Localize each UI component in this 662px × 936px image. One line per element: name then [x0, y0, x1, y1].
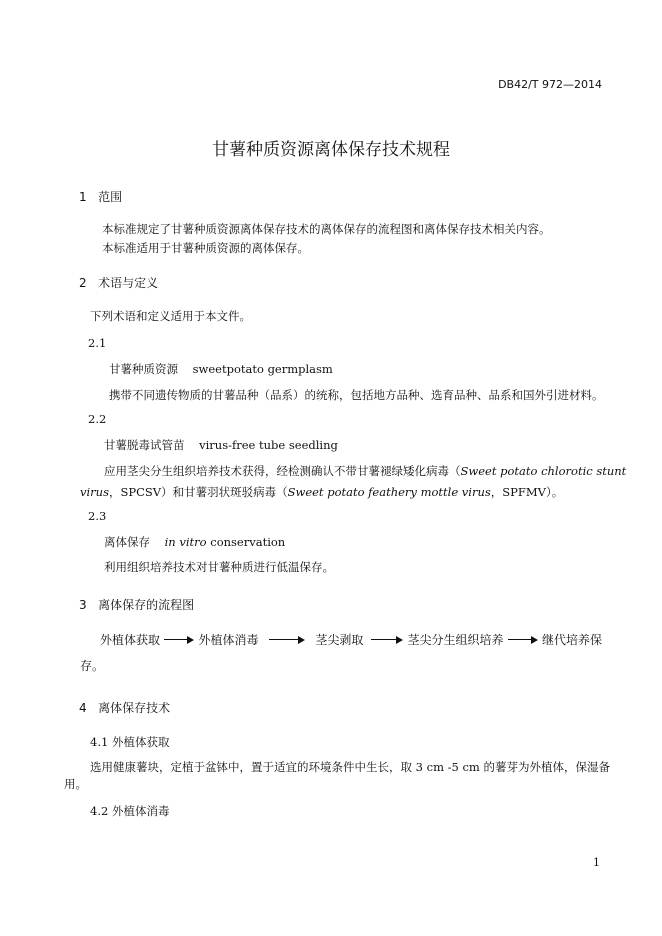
- flowchart-tail: 存。: [80, 659, 105, 673]
- section-title: 术语与定义: [98, 276, 159, 290]
- flow-step: 继代培养保: [541, 633, 602, 647]
- term-cn: 离体保存: [104, 535, 150, 549]
- term-definition: [104, 463, 627, 479]
- document-code: DB42/T 972—2014: [498, 78, 602, 91]
- term-number: 2.2: [88, 412, 107, 426]
- arrow-right-icon: [164, 635, 194, 645]
- term-en: virus-free tube seedling: [199, 438, 338, 452]
- subsection-heading: 4.1 外植体获取: [90, 735, 170, 749]
- section-4-heading: [79, 699, 170, 716]
- term-definition: 利用组织培养技术对甘薯种质进行低温保存。: [104, 560, 334, 574]
- subsection-heading: 4.2 外植体消毒: [90, 804, 170, 818]
- term-title: [109, 361, 333, 377]
- definition-text: ，SPCSV）和甘薯羽状斑驳病毒（: [108, 485, 288, 499]
- term-number: 2.3: [88, 509, 107, 523]
- page-title: 甘薯种质资源离体保存技术规程: [212, 140, 450, 160]
- section-title: 离体保存的流程图: [98, 598, 195, 612]
- section-3-heading: [79, 596, 194, 613]
- term-title: [104, 534, 285, 550]
- term-definition: 携带不同遗传物质的甘薯品种（品系）的统称，包括地方品种、选育品种、品系和国外引进材料。: [109, 388, 604, 402]
- section-number: 3: [79, 598, 87, 612]
- process-flowchart: [100, 631, 602, 648]
- section-1-paragraph: 本标准规定了甘薯种质资源离体保存技术的离体保存的流程图和离体保存技术相关内容。: [102, 222, 551, 236]
- section-1-paragraph: 本标准适用于甘薯种质资源的离体保存。: [102, 241, 309, 255]
- section-title: 范围: [98, 190, 123, 204]
- term-cn: 甘薯种质资源: [109, 362, 178, 376]
- virus-name-latin: virus: [80, 485, 109, 499]
- virus-name-latin: Sweet potato chlorotic stunt: [460, 464, 627, 478]
- term-cn: 甘薯脱毒试管苗: [104, 438, 185, 452]
- section-number: 2: [79, 276, 87, 290]
- virus-name-latin: Sweet potato feathery mottle virus: [287, 485, 491, 499]
- page-number: 1: [593, 856, 600, 869]
- subsection-paragraph: 选用健康薯块，定植于盆钵中，置于适宜的环境条件中生长，取 3 cm -5 cm 的薯芽为外植体，保湿备: [90, 760, 610, 774]
- definition-text: ，SPFMV）。: [490, 485, 564, 499]
- arrow-right-icon: [269, 635, 306, 645]
- arrow-right-icon: [508, 635, 538, 645]
- section-number: 1: [79, 190, 87, 204]
- term-title: [104, 437, 338, 453]
- term-en: sweetpotato germplasm: [192, 362, 333, 376]
- term-number: 2.1: [88, 336, 107, 350]
- term-definition-continued: [80, 484, 563, 500]
- section-2-heading: [79, 274, 158, 291]
- definition-text: 应用茎尖分生组织培养技术获得，经检测确认不带甘薯褪绿矮化病毒（: [104, 464, 461, 478]
- subsection-paragraph-continued: 用。: [64, 777, 87, 791]
- section-1-heading: [79, 188, 122, 205]
- section-title: 离体保存技术: [98, 701, 171, 715]
- arrow-right-icon: [371, 635, 403, 645]
- flow-step: 茎尖剥取: [315, 633, 364, 647]
- term-en-italic: in vitro: [164, 535, 207, 549]
- term-en: conservation: [206, 535, 286, 549]
- section-number: 4: [79, 701, 87, 715]
- flow-step: 茎尖分生组织培养: [407, 633, 504, 647]
- flow-step: 外植体消毒: [198, 633, 259, 647]
- terms-intro: 下列术语和定义适用于本文件。: [90, 309, 251, 323]
- flow-step: 外植体获取: [100, 633, 161, 647]
